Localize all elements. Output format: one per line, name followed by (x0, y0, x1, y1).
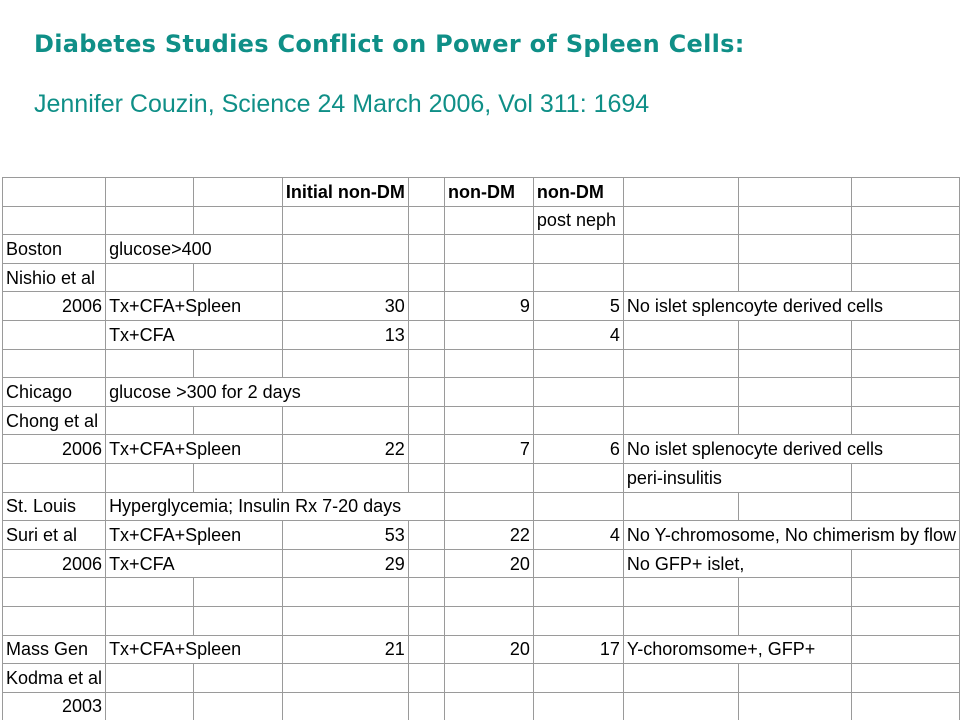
table-cell (193, 263, 282, 292)
table-cell (852, 178, 960, 207)
table-cell (738, 692, 852, 720)
table-cell (445, 235, 534, 264)
table-cell (852, 578, 960, 607)
table-cell: post neph (533, 206, 623, 235)
table-cell: 2006 (3, 549, 106, 578)
table-cell (445, 578, 534, 607)
table-row (3, 406, 960, 435)
table-cell (408, 521, 444, 550)
table-cell (193, 178, 282, 207)
table-cell (282, 406, 408, 435)
table-cell (408, 178, 444, 207)
table-cell (106, 178, 194, 207)
table-cell (408, 263, 444, 292)
table-cell (408, 635, 444, 664)
table-cell: Tx+CFA+Spleen (106, 521, 283, 550)
table-cell (445, 492, 534, 521)
table-cell (193, 206, 282, 235)
table-cell (445, 349, 534, 378)
table-cell (445, 378, 534, 407)
table-cell (3, 463, 106, 492)
table-cell (193, 664, 282, 693)
table-cell: Suri et al (3, 521, 106, 550)
table-cell (3, 606, 106, 635)
table-cell (282, 349, 408, 378)
table-row (3, 578, 960, 607)
table-cell (408, 349, 444, 378)
table-cell (106, 664, 194, 693)
table-cell (445, 320, 534, 349)
table-cell (852, 206, 960, 235)
table-cell (193, 406, 282, 435)
table-cell (445, 406, 534, 435)
table-cell (193, 606, 282, 635)
table-cell: 22 (282, 435, 408, 464)
table-cell (852, 235, 960, 264)
table-cell: peri-insulitis (623, 463, 852, 492)
table-row (3, 521, 960, 550)
table-row (3, 292, 960, 321)
table-cell: Tx+CFA+Spleen (106, 435, 283, 464)
table-cell (193, 463, 282, 492)
table-cell: No islet splenocyte derived cells (623, 435, 959, 464)
table-cell (445, 664, 534, 693)
table-cell (408, 292, 444, 321)
table-cell (533, 549, 623, 578)
table-cell (282, 664, 408, 693)
table-cell (738, 578, 852, 607)
slide-subtitle: Jennifer Couzin, Science 24 March 2006, Vol 311: 1694 (34, 90, 650, 118)
table-cell (106, 263, 194, 292)
table-row (3, 235, 960, 264)
table-cell (852, 263, 960, 292)
table-cell: 53 (282, 521, 408, 550)
table-cell (852, 635, 960, 664)
table-cell: 2006 (3, 435, 106, 464)
table-cell (408, 463, 444, 492)
table-cell (282, 206, 408, 235)
table-cell (533, 606, 623, 635)
table-cell (852, 463, 960, 492)
table-row (3, 263, 960, 292)
table-row (3, 378, 960, 407)
table-cell (282, 235, 408, 264)
table-cell (738, 492, 852, 521)
table-cell: 21 (282, 635, 408, 664)
table-cell (852, 320, 960, 349)
table-cell: 17 (533, 635, 623, 664)
table-cell (533, 463, 623, 492)
table-cell (533, 406, 623, 435)
table-cell (533, 263, 623, 292)
table-cell (445, 606, 534, 635)
table-cell (623, 606, 738, 635)
table-row (3, 206, 960, 235)
table-row (3, 664, 960, 693)
table-cell (738, 406, 852, 435)
table-row (3, 320, 960, 349)
table-cell (623, 320, 738, 349)
table-cell (408, 235, 444, 264)
table-row (3, 635, 960, 664)
table-cell (408, 692, 444, 720)
table-cell (623, 206, 738, 235)
table-cell (3, 206, 106, 235)
table-cell (282, 263, 408, 292)
table-cell (623, 378, 738, 407)
table-cell: 2003 (3, 692, 106, 720)
table-row (3, 492, 960, 521)
table-cell (852, 349, 960, 378)
spreadsheet-table (2, 177, 960, 720)
table-cell (408, 378, 444, 407)
table-cell (445, 692, 534, 720)
table-cell: glucose>400 (106, 235, 283, 264)
table-cell (106, 578, 194, 607)
table-cell (738, 235, 852, 264)
table-cell (282, 463, 408, 492)
table-cell (852, 692, 960, 720)
table-cell: non-DM (445, 178, 534, 207)
table-cell (533, 692, 623, 720)
table-row (3, 435, 960, 464)
table-cell (738, 263, 852, 292)
table-cell: 29 (282, 549, 408, 578)
table-cell (533, 349, 623, 378)
table-cell (533, 235, 623, 264)
table-cell (106, 606, 194, 635)
table-row (3, 463, 960, 492)
table-cell (738, 606, 852, 635)
table-cell: Tx+CFA+Spleen (106, 292, 283, 321)
table-cell (623, 492, 738, 521)
table-cell: Chong et al (3, 406, 106, 435)
table-row (3, 349, 960, 378)
table-cell (193, 578, 282, 607)
table-cell (852, 378, 960, 407)
table-cell (738, 320, 852, 349)
table-cell (408, 406, 444, 435)
table-cell: glucose >300 for 2 days (106, 378, 409, 407)
table-cell (852, 606, 960, 635)
table-cell (623, 406, 738, 435)
table-cell: Kodma et al (3, 664, 106, 693)
table-cell: 20 (445, 549, 534, 578)
table-cell (852, 406, 960, 435)
table-cell: 4 (533, 521, 623, 550)
table-cell: 30 (282, 292, 408, 321)
table-cell (623, 664, 738, 693)
table-cell: Tx+CFA (106, 320, 283, 349)
table-cell (282, 578, 408, 607)
table-cell (3, 349, 106, 378)
table-row (3, 606, 960, 635)
table-cell (445, 463, 534, 492)
table-cell (738, 206, 852, 235)
table-cell (852, 492, 960, 521)
table-cell (106, 692, 194, 720)
table-cell (3, 320, 106, 349)
table-cell: Nishio et al (3, 263, 106, 292)
table-cell (445, 206, 534, 235)
table-cell (193, 349, 282, 378)
table-cell (738, 178, 852, 207)
table-cell (533, 664, 623, 693)
table-cell: Tx+CFA+Spleen (106, 635, 283, 664)
table-cell: Tx+CFA (106, 549, 283, 578)
table-cell (623, 692, 738, 720)
table-cell (852, 664, 960, 693)
table-cell: 20 (445, 635, 534, 664)
table-cell (408, 320, 444, 349)
table-cell (408, 578, 444, 607)
table-cell (533, 492, 623, 521)
table-cell (738, 378, 852, 407)
table-cell (623, 235, 738, 264)
table-cell: 2006 (3, 292, 106, 321)
table-cell: 22 (445, 521, 534, 550)
table-cell (106, 463, 194, 492)
table-cell (3, 578, 106, 607)
table-cell (282, 606, 408, 635)
table-cell (445, 263, 534, 292)
table-cell: 7 (445, 435, 534, 464)
table-cell: No GFP+ islet, (623, 549, 852, 578)
table-cell (623, 178, 738, 207)
table-cell: No islet splencoyte derived cells (623, 292, 959, 321)
table-cell: Hyperglycemia; Insulin Rx 7-20 days (106, 492, 445, 521)
table-cell (3, 178, 106, 207)
slide-title: Diabetes Studies Conflict on Power of Spleen Cells: (34, 30, 745, 58)
table-cell: 13 (282, 320, 408, 349)
spreadsheet-body (3, 178, 960, 720)
table-row (3, 692, 960, 720)
table-cell: No Y-chromosome, No chimerism by flow (623, 521, 959, 550)
table-cell: Y-choromsome+, GFP+ (623, 635, 852, 664)
table-cell (738, 664, 852, 693)
table-cell (408, 606, 444, 635)
table-cell (623, 578, 738, 607)
table-cell: 5 (533, 292, 623, 321)
table-row (3, 549, 960, 578)
table-cell (106, 406, 194, 435)
table-cell (533, 378, 623, 407)
table-cell: 4 (533, 320, 623, 349)
table-cell (623, 349, 738, 378)
table-cell: non-DM (533, 178, 623, 207)
table-cell: Initial non-DM (282, 178, 408, 207)
table-cell (852, 549, 960, 578)
table-cell: Boston (3, 235, 106, 264)
table-cell (106, 206, 194, 235)
table-cell (282, 692, 408, 720)
table-cell: Mass Gen (3, 635, 106, 664)
table-cell (408, 664, 444, 693)
table-cell (106, 349, 194, 378)
table-cell: 9 (445, 292, 534, 321)
table-cell: 6 (533, 435, 623, 464)
table-cell: Chicago (3, 378, 106, 407)
table-row (3, 178, 960, 207)
table-cell (408, 549, 444, 578)
table-cell (623, 263, 738, 292)
table-cell (193, 692, 282, 720)
table-cell (408, 206, 444, 235)
table-cell (738, 349, 852, 378)
table-cell (533, 578, 623, 607)
table-cell (408, 435, 444, 464)
table-cell: St. Louis (3, 492, 106, 521)
